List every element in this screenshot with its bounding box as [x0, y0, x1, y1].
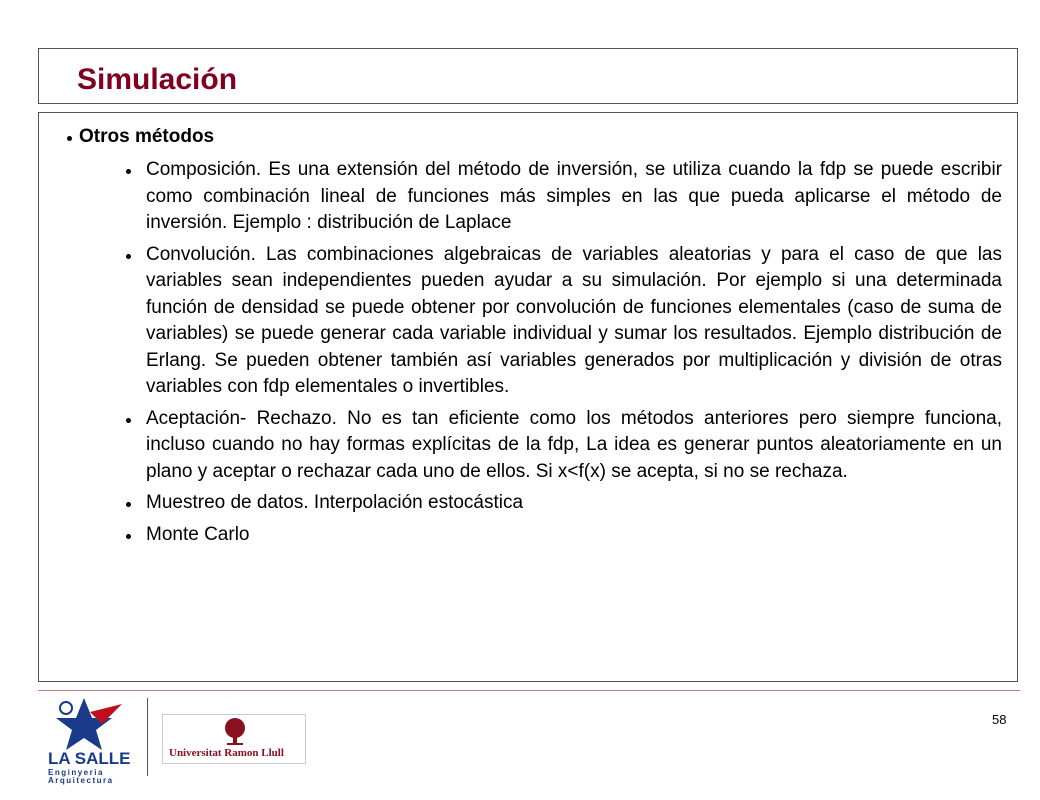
section-heading	[79, 125, 989, 149]
page-number: 58	[992, 712, 1007, 727]
bullet-icon	[126, 534, 131, 539]
method-list	[146, 157, 1002, 553]
lasalle-name: LA SALLE	[48, 749, 131, 768]
bullet-icon	[67, 136, 72, 141]
footer-divider	[38, 690, 1020, 691]
bullet-icon	[126, 169, 131, 174]
list-item-text: Convolución. Las combinaciones algebraicas de variables aleatorias y para el caso de que las variables sean independientes pueden ayudar a su simulación. Por ejemplo si una determinada función de densidad se puede obtener por convolución de funciones elementales (caso de suma de variables) se puede generar cada variable individual y sumar los resultados. Ejemplo distribución de Erlang. Se pueden obtener también así variables generados por multiplicación y división de otras variables con fdp elementales o invertibles.	[146, 243, 1002, 397]
section-heading-text: Otros métodos	[79, 126, 215, 147]
list-item-text: Composición. Es una extensión del método de inversión, se utiliza cuando la fdp se puede escribir como combinación lineal de funciones más simples en las que pueda aplicarse el método de inversión. Ejemplo : distribución de Laplace	[146, 159, 1002, 233]
list-item-text: Muestreo de datos. Interpolación estocástica	[146, 492, 524, 513]
list-item-text: Monte Carlo	[146, 523, 250, 545]
lasalle-line1: Enginyeria	[48, 768, 104, 777]
bullet-icon	[126, 502, 131, 507]
bullet-icon	[126, 254, 131, 259]
slide-title: Simulación	[77, 63, 238, 96]
lasalle-line2: Arquitectura	[48, 776, 114, 785]
lasalle-logo	[46, 694, 134, 784]
list-item	[146, 157, 1002, 237]
logo-separator	[147, 698, 148, 776]
list-item-text: Aceptación- Rechazo. No es tan eficiente como los métodos anteriores pero siempre funciona, incluso cuando no hay formas explícitas de la fdp, La idea es generar puntos aleatoriamente en un plano y aceptar o rechazar cada uno de ellos. Si x<f(x) se acepta, si no se rechaza.	[146, 407, 1002, 482]
content-frame	[38, 112, 1018, 682]
url-logo	[162, 714, 306, 764]
url-name: Universitat Ramon Llull	[169, 747, 284, 759]
list-item	[146, 242, 1002, 401]
bullet-icon	[126, 418, 131, 423]
list-item	[146, 490, 1002, 517]
star-icon	[46, 694, 134, 752]
title-frame	[38, 48, 1018, 104]
list-item	[146, 406, 1002, 486]
list-item	[146, 522, 1002, 549]
tree-icon	[220, 717, 250, 747]
